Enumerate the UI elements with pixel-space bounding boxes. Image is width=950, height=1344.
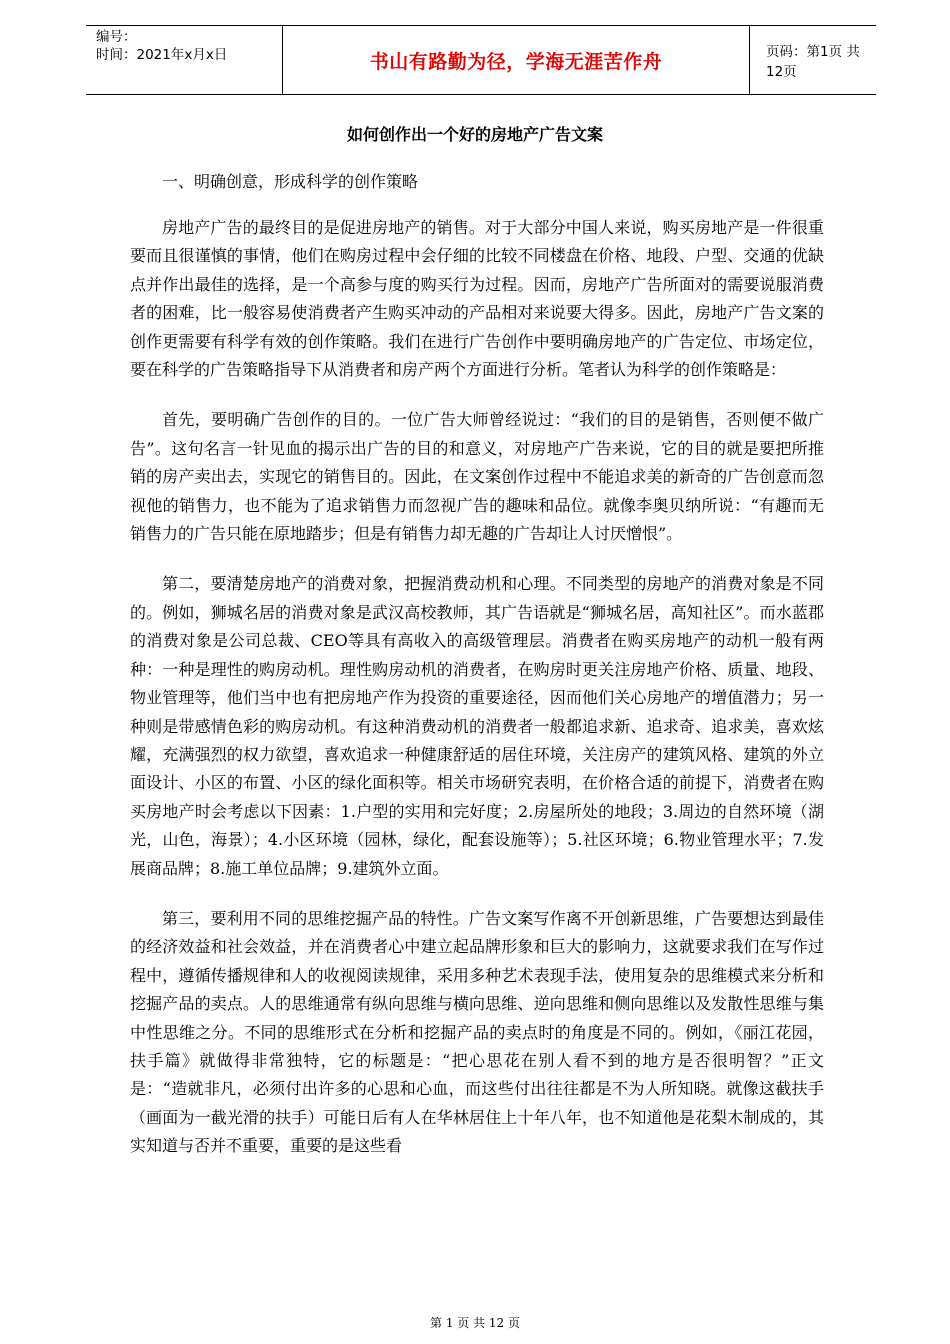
- header-meta: [96, 28, 296, 64]
- time-label: 时间：2021年x月x日: [96, 47, 228, 63]
- document-title: 如何创作出一个好的房地产广告文案: [346, 125, 603, 144]
- paragraph-2: 首先，要明确广告创作的目的。一位广告大师曾经说过：“我们的目的是销售，否则便不做广告”。这句名言一针见血的揭示出广告的目的和意义，对房地产广告来说，它的目的就是要把所推销的房产卖出去，实现它的销售目的。因此，在文案创作过程中不能追求美的新奇的广告创意而忽视他的销售力，也不能为了追求销售力而忽视广告的趣味和品位。就像李奥贝纳所说：“有趣而无销售力的广告只能在原地踏步；但是有销售力却无趣的广告却让人讨厌憎恨”。: [130, 410, 824, 544]
- header-motto-cell: [282, 26, 750, 94]
- paragraph-3: 第二，要清楚房地产的消费对象，把握消费动机和心理。不同类型的房地产的消费对象是不同的。例如，狮城名居的消费对象是武汉高校教师，其广告语就是“狮城名居，高知社区”。而水蓝郡的消费对象是公司总裁、CEO等具有高收入的高级管理层。消费者在购买房地产的动机一般有两种：一种是理性的购房动机。理性购房动机的消费者，在购房时更关注房地产价格、质量、地段、物业管理等，他们当中也有把房地产作为投资的重要途径，因而他们关心房地产的增值潜力；另一种则是带感情色彩的购房动机。有这种消费动机的消费者一般都追求新、追求奇、追求美，喜欢炫耀，充满强烈的权力欲望，喜欢追求一种健康舒适的居住环境，关注房产的建筑风格、建筑的外立面设计、小区的布置、小区的绿化面积等。相关市场研究表明，在价格合适的前提下，消费者在购买房地产时会考虑以下因素：1.户型的实用和完好度；2.房屋所处的地段；3.周边的自然环境（湖光，山色，海景）；4.小区环境（园林，绿化，配套设施等）；5.社区环境；6.物业管理水平；7.发展商品牌；8.施工单位品牌；9.建筑外立面。: [130, 574, 824, 878]
- header-page-info: 页码：第1页 共12页: [766, 44, 860, 80]
- paragraph-4: 第三，要利用不同的思维挖掘产品的特性。广告文案写作离不开创新思维，广告要想达到最佳的经济效益和社会效益，并在消费者心中建立起品牌形象和巨大的影响力，这就要求我们在写作过程中，遵循传播规律和人的收视阅读规律，采用多种艺术表现手法，使用复杂的思维模式来分析和挖掘产品的卖点。人的思维通常有纵向思维与横向思维、逆向思维和侧向思维以及发散性思维与集中性思维之分。不同的思维形式在分析和挖掘产品的卖点时的角度是不同的。例如，《丽江花园，扶手篇》就做得非常独特，它的标题是：“把心思花在别人看不到的地方是否很明智？”正文是：“造就非凡，必须付出许多的心思和心血，而这些付出往往都是不为人所知晓。就像这截扶手（画面为一截光滑的扶手）可能日后有人在华林居住上十年八年，也不知道他是花梨木制成的，其实知道与否并不重要，重要的是这些看: [130, 908, 824, 1156]
- motto: 书山有路勤为径，学海无涯苦作舟: [369, 50, 663, 73]
- page-footer: 第 1 页 共 12 页: [430, 1316, 520, 1330]
- paragraph-1: 房地产广告的最终目的是促进房地产的销售。对于大部分中国人来说，购买房地产是一件很重要而且很谨慎的事情，他们在购房过程中会仔细的比较不同楼盘在价格、地段、户型、交通的优缺点并作出最佳的选择，是一个高参与度的购买行为过程。因而，房地产广告所面对的需要说服消费者的困难，比一般容易使消费者产生购买冲动的产品相对来说要大得多。因此，房地产广告文案的创作更需要有科学有效的创作策略。我们在进行广告创作中要明确房地产的广告定位、市场定位，要在科学的广告策略指导下从消费者和房产两个方面进行分析。笔者认为科学的创作策略是：: [130, 218, 824, 380]
- page-header: [86, 25, 876, 95]
- document-body: [130, 168, 824, 1183]
- section-heading: 一、明确创意，形成科学的创作策略: [162, 172, 419, 191]
- serial-number-label: 编号：: [96, 29, 137, 45]
